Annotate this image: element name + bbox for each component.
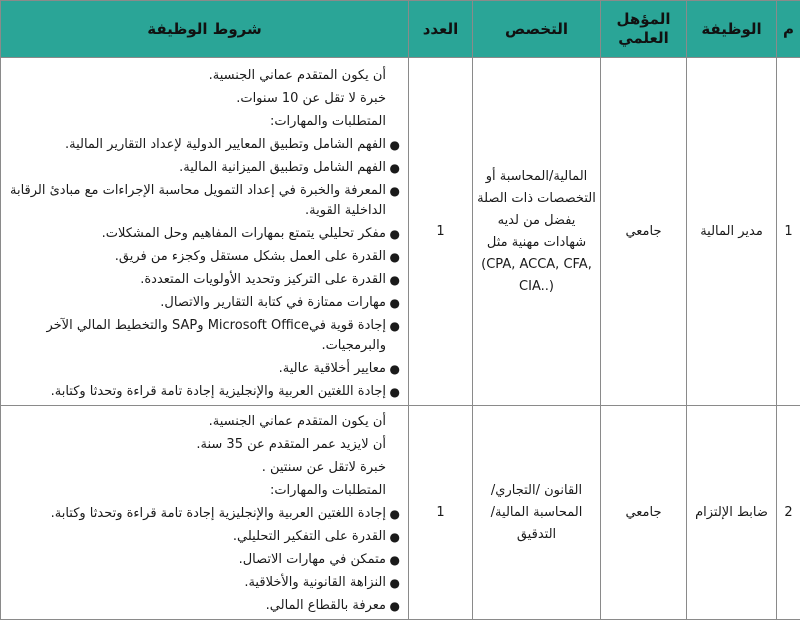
specialization [473, 406, 601, 620]
header-num: م [777, 1, 800, 58]
table-row [1, 406, 800, 620]
row-number: 1 [777, 58, 800, 406]
condition-text: أن يكون المتقدم عماني الجنسية. [7, 412, 400, 432]
specialization-certs: (CPA, ACCA, CFA, CIA..) [477, 254, 596, 298]
header-job: الوظيفة [687, 1, 777, 58]
requirements-list [7, 504, 400, 616]
condition-text: أن يكون المتقدم عماني الجنسية. [7, 66, 400, 86]
bullet-icon: ● [390, 596, 400, 616]
header-count: العدد [409, 1, 473, 58]
list-item: ● النزاهة القانونية والأخلاقية. [7, 573, 400, 593]
list-item: ● القدرة على العمل بشكل مستقل وكجزء من فريق. [7, 247, 400, 267]
list-item: ● الفهم الشامل وتطبيق الميزانية المالية. [7, 158, 400, 178]
condition-text: خبرة لاتقل عن سنتين . [7, 458, 400, 478]
table-row [1, 58, 800, 406]
count: 1 [409, 58, 473, 406]
qualification: جامعي [601, 58, 687, 406]
specialization [473, 58, 601, 406]
job-conditions [1, 406, 409, 620]
bullet-icon: ● [390, 181, 400, 201]
row-number: 2 [777, 406, 800, 620]
list-item: ● معايير أخلاقية عالية. [7, 359, 400, 379]
bullet-icon: ● [390, 504, 400, 524]
count: 1 [409, 406, 473, 620]
bullet-icon: ● [390, 293, 400, 313]
list-item: ● المعرفة والخبرة في إعداد التمويل محاسبة الإجراءات مع مبادئ الرقابة الداخلية القوية. [7, 181, 400, 221]
bullet-icon: ● [390, 573, 400, 593]
list-item: ● القدرة على التفكير التحليلي. [7, 527, 400, 547]
bullet-icon: ● [390, 316, 400, 336]
list-item: ● معرفة بالقطاع المالي. [7, 596, 400, 616]
bullet-icon: ● [390, 382, 400, 402]
list-item: ● مهارات ممتازة في كتابة التقارير والاتصال. [7, 293, 400, 313]
bullet-icon: ● [390, 527, 400, 547]
condition-text: خبرة لا تقل عن 10 سنوات. [7, 89, 400, 109]
list-item: ● متمكن في مهارات الاتصال. [7, 550, 400, 570]
bullet-icon: ● [390, 224, 400, 244]
job-conditions [1, 58, 409, 406]
specialization-main: القانون /التجاري/المحاسبة المالية/ التدقيق [477, 480, 596, 546]
header-specialization: التخصص [473, 1, 601, 58]
job-title: مدير المالية [687, 58, 777, 406]
list-item: ● القدرة على التركيز وتحديد الأولويات المتعددة. [7, 270, 400, 290]
list-item: ● مفكر تحليلي يتمتع بمهارات المفاهيم وحل المشكلات. [7, 224, 400, 244]
list-item: ● إجادة اللغتين العربية والإنجليزية إجادة تامة قراءة وتحدثا وكتابة. [7, 382, 400, 402]
bullet-icon: ● [390, 135, 400, 155]
condition-text: أن لايزيد عمر المتقدم عن 35 سنة. [7, 435, 400, 455]
condition-text: المتطلبات والمهارات: [7, 112, 400, 132]
qualification: جامعي [601, 406, 687, 620]
header-row [1, 1, 800, 58]
job-title: ضابط الإلتزام [687, 406, 777, 620]
list-item: ● الفهم الشامل وتطبيق المعايير الدولية لإعداد التقارير المالية. [7, 135, 400, 155]
bullet-icon: ● [390, 158, 400, 178]
bullet-icon: ● [390, 359, 400, 379]
bullet-icon: ● [390, 247, 400, 267]
list-item: ● إجادة اللغتين العربية والإنجليزية إجادة تامة قراءة وتحدثا وكتابة. [7, 504, 400, 524]
header-qualification: المؤهل العلمي [601, 1, 687, 58]
bullet-icon: ● [390, 550, 400, 570]
list-item: ● إجادة قوية فيMicrosoft Office وSAP والتخطيط المالي الآخر والبرمجيات. [7, 316, 400, 356]
requirements-list [7, 135, 400, 402]
header-conditions: شروط الوظيفة [1, 1, 409, 58]
condition-text: المتطلبات والمهارات: [7, 481, 400, 501]
specialization-main: المالية/المحاسبة أو التخصصات ذات الصلة يفضل من لديه شهادات مهنية مثل [477, 166, 596, 254]
bullet-icon: ● [390, 270, 400, 290]
